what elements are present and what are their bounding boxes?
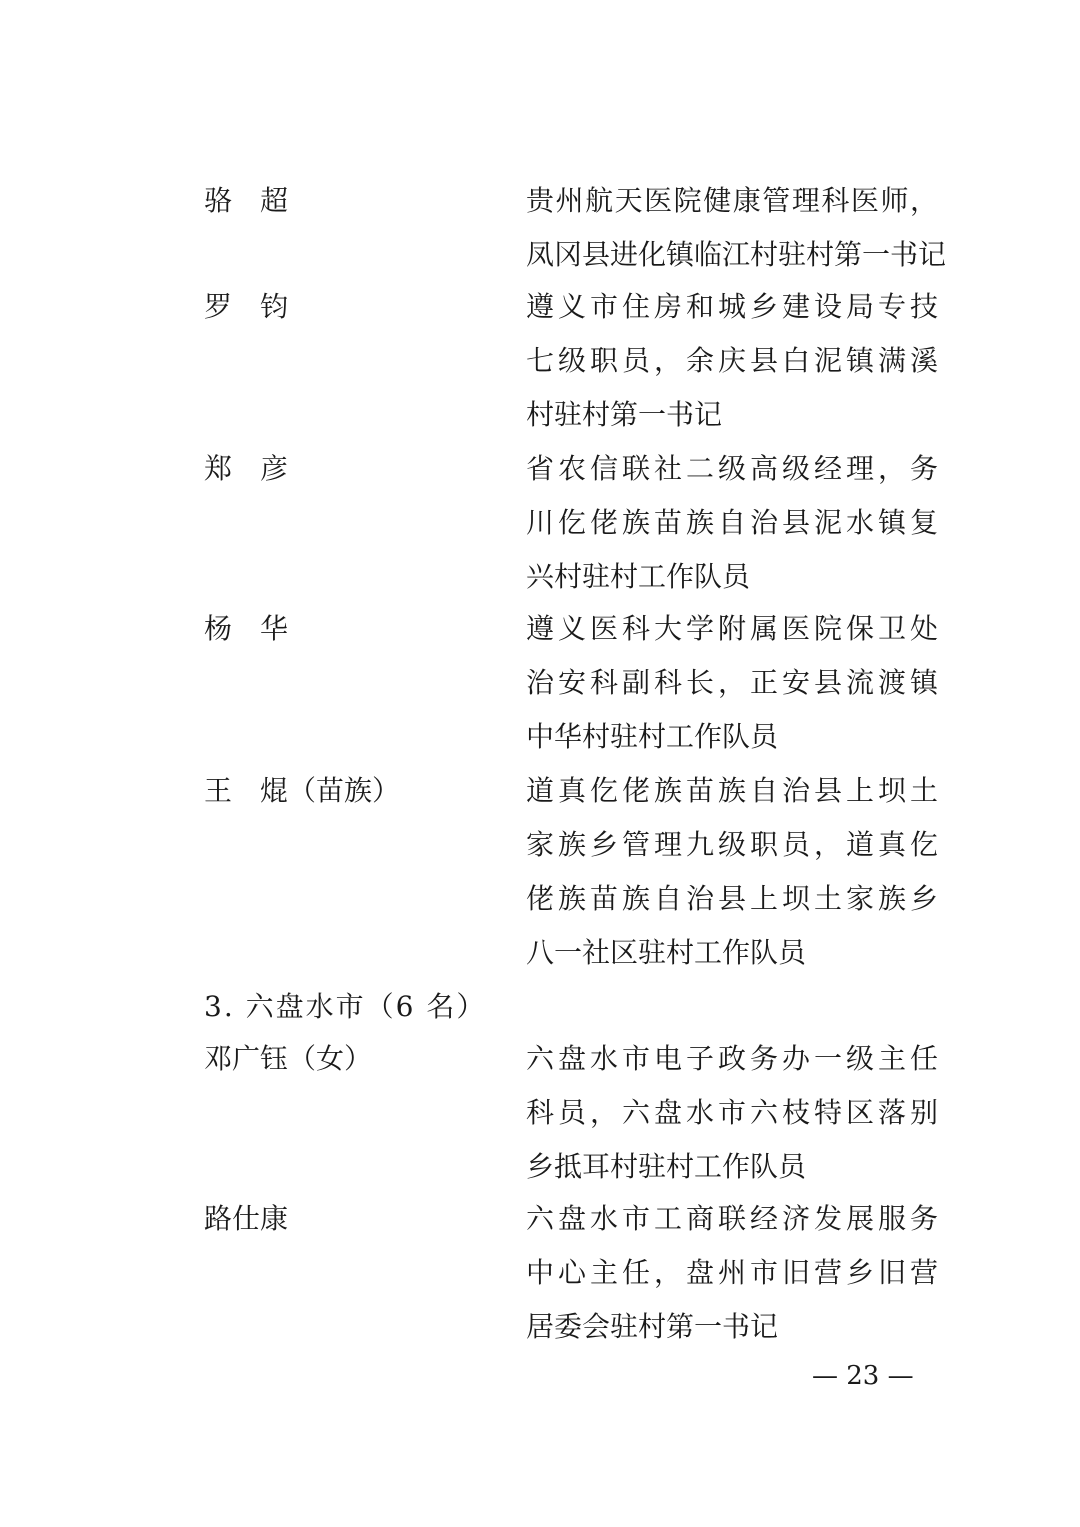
description-line: 村驻村第一书记	[526, 398, 723, 431]
page-number: — 23 —	[812, 1361, 914, 1391]
description-line: 家族乡管理九级职员，道真仡	[526, 828, 938, 861]
person-name: 邓广钰（女）	[204, 1042, 373, 1075]
description-line: 遵义市住房和城乡建设局专技	[526, 290, 938, 323]
description-line: 凤冈县进化镇临江村驻村第一书记	[526, 238, 947, 271]
description-line: 六盘水市电子政务办一级主任	[526, 1042, 938, 1075]
description-line: 道真仡佬族苗族自治县上坝土	[526, 774, 938, 807]
description-line: 省农信联社二级高级经理，务	[526, 452, 938, 485]
person-name: 王 焜（苗族）	[204, 774, 401, 807]
person-description	[526, 764, 938, 980]
person-description	[526, 280, 938, 442]
person-name: 路仕康	[204, 1202, 289, 1235]
person-name: 罗 钧	[204, 290, 289, 323]
person-description	[526, 174, 947, 282]
description-line: 川仡佬族苗族自治县泥水镇复	[526, 506, 938, 539]
person-description	[526, 602, 938, 764]
description-line: 居委会驻村第一书记	[526, 1310, 779, 1343]
person-description	[526, 1032, 938, 1194]
description-line: 乡抵耳村驻村工作队员	[526, 1150, 807, 1183]
description-line: 中华村驻村工作队员	[526, 720, 779, 753]
person-name: 郑 彦	[204, 452, 289, 485]
description-line: 七级职员，余庆县白泥镇满溪	[526, 344, 938, 377]
description-line: 佬族苗族自治县上坝土家族乡	[526, 882, 938, 915]
description-line: 治安科副科长，正安县流渡镇	[526, 666, 938, 699]
description-line: 八一社区驻村工作队员	[526, 936, 807, 969]
person-name: 杨 华	[204, 612, 289, 645]
person-description	[526, 1192, 938, 1354]
description-line: 遵义医科大学附属医院保卫处	[526, 612, 938, 645]
person-name: 骆 超	[204, 184, 289, 217]
description-line: 兴村驻村工作队员	[526, 560, 751, 593]
person-description	[526, 442, 938, 604]
section-heading: 3. 六盘水市（6 名）	[204, 990, 487, 1023]
description-line: 六盘水市工商联经济发展服务	[526, 1202, 938, 1235]
description-line: 中心主任，盘州市旧营乡旧营	[526, 1256, 938, 1289]
description-line: 贵州航天医院健康管理科医师，	[526, 184, 938, 217]
description-line: 科员，六盘水市六枝特区落别	[526, 1096, 938, 1129]
